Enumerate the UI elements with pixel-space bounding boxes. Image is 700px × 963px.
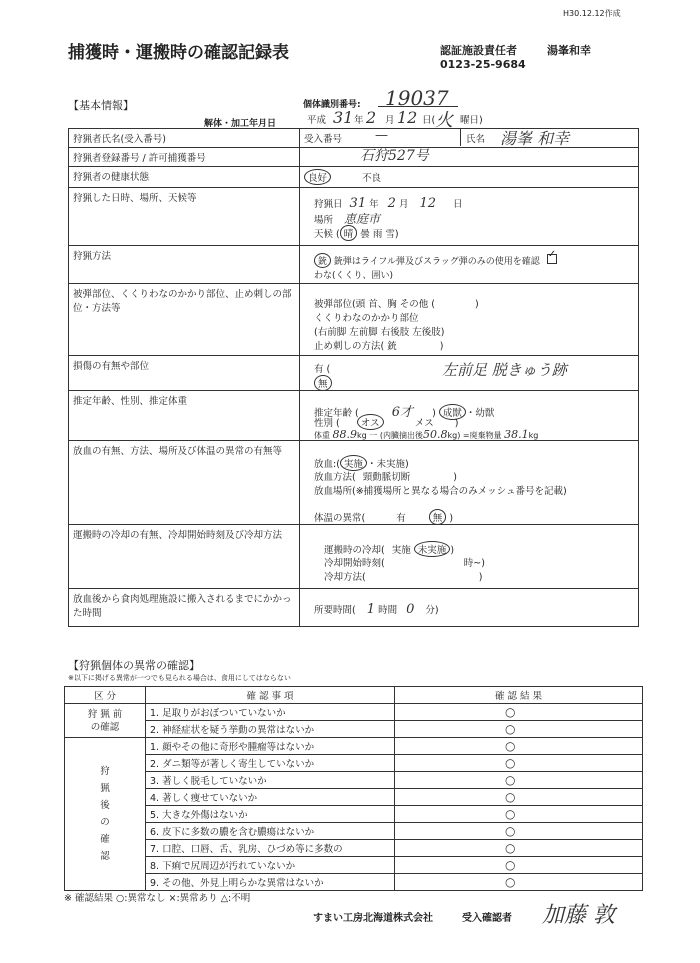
place-value: 恵庭市 xyxy=(344,212,381,226)
col-division: 区 分 xyxy=(65,687,146,704)
check-result: ○ xyxy=(395,789,643,806)
name-divider xyxy=(460,128,461,146)
injury-yes: 有 ( xyxy=(314,364,331,375)
method-label: 狩猟方法 xyxy=(69,246,300,284)
carry-label: 放血後から食肉処理施設に搬入されるまでにかかった時間 xyxy=(69,589,300,627)
trap-option: わな(くくり、囲い) xyxy=(314,271,394,281)
cool-line: 運搬時の冷却( 実施 未実施 ) xyxy=(324,541,454,557)
hunt-when-cell xyxy=(300,188,639,246)
year-unit: 年 xyxy=(354,115,364,126)
gun-line xyxy=(314,249,557,268)
name-value: 湯峯 和幸 xyxy=(500,129,570,148)
check-result: ○ xyxy=(395,857,643,874)
company-name: すまい工房北海道株式会社 xyxy=(313,913,433,924)
check-item: 6. 皮下に多数の膿を含む膿瘍はないか xyxy=(146,823,395,840)
hit-parts-line: 被弾部位(頭 首、胸 その他 ( ) xyxy=(314,299,479,310)
receiver-name: 加藤 敦 xyxy=(542,903,615,928)
legend: ※ 確認結果 ○:異常なし ×:異常あり △:不明 xyxy=(64,893,251,904)
cool-method-line: 冷却方法( ) xyxy=(324,572,483,583)
weather-sunny: 晴 xyxy=(340,225,358,241)
transport-label: 運搬時の冷却の有無、冷却開始時刻及び冷却方法 xyxy=(69,525,300,589)
bleed-method-value: 頸動脈切断 xyxy=(362,472,411,483)
pre-check-label: 狩 猟 前 の確認 xyxy=(65,704,146,738)
weight-line: 体重 88.9kg 一 (内臓摘出後50.8kg) =廃棄物量 38.1kg xyxy=(314,428,539,441)
injury-note: 左前足 脱きゅう跡 xyxy=(442,361,567,379)
adult-option: 成獣 xyxy=(439,404,466,420)
reception-no-value: — xyxy=(375,128,388,143)
sex-label: 性別 xyxy=(314,418,334,429)
bleed-method-line: 放血方法( 頸動脈切断 ) xyxy=(314,472,458,483)
check-item: 4. 著しく痩せていないか xyxy=(146,789,395,806)
check-item: 1. 顔やその他に奇形や腫瘤等はないか xyxy=(146,738,395,755)
check-result: ○ xyxy=(395,755,643,772)
post-check-label: 狩 猟 後 の 確 認 xyxy=(65,738,146,891)
age-est-label: 推定年齢 xyxy=(314,408,353,419)
age-value: 6才 xyxy=(391,405,414,420)
injury-label: 損傷の有無や部位 xyxy=(69,356,300,391)
snare-parts: くくりわなのかかり部位 xyxy=(314,313,419,324)
discard-value: 38.1 xyxy=(504,428,529,441)
bleed-line: 放血:( 実施 ・未実施) xyxy=(314,455,409,471)
carry-hours: 1 xyxy=(366,602,376,617)
weight-label: 体重 xyxy=(314,431,330,440)
id-label: 個体識別番号: xyxy=(303,100,361,110)
hunt-month: 2 xyxy=(387,196,396,211)
created-date: H30.12.12作成 xyxy=(563,9,621,18)
check-result: ○ xyxy=(395,806,643,823)
month-unit: 月 xyxy=(385,115,395,126)
phone-number: 0123-25-9684 xyxy=(440,58,526,71)
gun-option: 銃 xyxy=(314,253,331,268)
check-table xyxy=(64,686,643,891)
place-label: 場所 xyxy=(314,215,334,226)
cool-not: 未実施 xyxy=(414,541,451,557)
health-bad-option: 不良 xyxy=(362,173,382,184)
basic-info-table xyxy=(68,128,639,627)
check-result: ○ xyxy=(395,874,643,891)
check-item: 7. 口腔、口唇、舌、乳房、ひづめ等に多数の xyxy=(146,840,395,857)
date-label: 解体・加工年月日 xyxy=(204,119,277,129)
bleed-label: 放血の有無、方法、場所及び体温の異常の有無等 xyxy=(69,441,300,525)
discard-label: =廃棄物量 xyxy=(462,431,502,440)
health-good-option: 良好 xyxy=(304,169,331,185)
receiver-label: 受入確認者 xyxy=(462,913,512,924)
kill-method-line: 止め刺しの方法( 銃 ) xyxy=(314,341,444,352)
age-label: 推定年齢、性別、推定体重 xyxy=(69,391,300,441)
license-value: 石狩527号 xyxy=(360,148,429,164)
license-cell xyxy=(300,148,639,167)
col-result: 確 認 結 果 xyxy=(395,687,643,704)
hunt-when-label: 狩猟した日時、場所、天候等 xyxy=(69,188,300,246)
date-weekday: 火 xyxy=(435,110,453,131)
responsible-name: 湯峯和幸 xyxy=(547,44,591,57)
weather-cloudy: 曇 xyxy=(360,229,370,240)
kill-method-label: 止め刺しの方法( xyxy=(314,341,385,352)
hunt-date-label: 狩猟日 xyxy=(314,199,343,210)
check-item: 3. 著しく脱毛していないか xyxy=(146,772,395,789)
check-item: 1. 足取りがおぼついていないか xyxy=(146,704,395,721)
carry-minutes: 0 xyxy=(406,602,415,617)
internal-value: 50.8 xyxy=(422,428,448,441)
hunt-year: 31 xyxy=(349,196,367,211)
cool-done: 実施 xyxy=(391,545,411,556)
check-note: ※以下に掲げる異常が一つでも見られる場合は、食用にしてはならない xyxy=(68,674,291,682)
check-result: ○ xyxy=(395,704,643,721)
name-label: 氏名 xyxy=(466,134,486,145)
weather-snow: 雪 xyxy=(385,229,395,240)
female-option: メス xyxy=(414,418,434,429)
health-label: 狩猟者の健康状態 xyxy=(69,167,300,188)
day-unit: 日( xyxy=(422,115,436,126)
hunter-name-label: 狩猟者氏名(受入番号) xyxy=(69,129,300,148)
hunt-date-line: 狩猟日 31 年 2 月 12 日 xyxy=(314,196,463,211)
carry-cell xyxy=(300,589,639,627)
col-items: 確 認 事 項 xyxy=(146,687,395,704)
date-day: 12 xyxy=(397,108,418,127)
kill-method-value: 銃 xyxy=(387,341,397,352)
date-era: 平成 xyxy=(307,115,327,126)
injury-no: 無 xyxy=(314,375,332,391)
cool-start-line: 冷却開始時刻( 時~) xyxy=(324,558,485,569)
license-label: 狩猟者登録番号 / 許可捕獲番号 xyxy=(69,148,300,167)
bleed-done: 実施 xyxy=(340,455,367,471)
temp-line: 体温の異常( 有 無 ) xyxy=(314,509,453,525)
weekday-unit: 曜日) xyxy=(460,115,483,126)
check-item: 8. 下痢で尻周辺が汚れていないか xyxy=(146,857,395,874)
check-item: 2. 神経症状を疑う挙動の異常はないか xyxy=(146,721,395,738)
bleed-not: 未実施 xyxy=(376,459,405,470)
method-cell xyxy=(300,246,639,284)
check-result: ○ xyxy=(395,721,643,738)
check-result: ○ xyxy=(395,840,643,857)
date-month: 2 xyxy=(366,108,377,127)
bleed-cell xyxy=(300,441,639,525)
sex-line: 性別 ( オス メス ) xyxy=(314,414,458,430)
bleed-place: 放血場所(※捕獲場所と異なる場合のみメッシュ番号を記載) xyxy=(314,486,567,497)
check-result: ○ xyxy=(395,772,643,789)
hit-parts: 被弾部位(頭 首、胸 その他 ( xyxy=(314,299,435,310)
health-cell xyxy=(300,167,639,188)
reception-no-label: 受入番号 xyxy=(304,134,343,145)
check-result: ○ xyxy=(395,738,643,755)
injury-cell xyxy=(300,356,639,391)
id-value: 19037 xyxy=(385,86,449,110)
gun-note: 銃弾はライフル弾及びスラッグ弾のみの使用を確認 xyxy=(333,257,540,267)
hunt-day: 12 xyxy=(419,196,437,211)
young-option: 幼獣 xyxy=(475,408,495,419)
check-item: 2. ダニ類等が著しく寄生していないか xyxy=(146,755,395,772)
temp-yes: 有 xyxy=(396,513,406,524)
hit-label: 被弾部位、くくりわなのかかり部位、止め刺しの部位・方法等 xyxy=(69,284,300,356)
hunter-name-cell xyxy=(300,129,639,148)
weather-rain: 雨 xyxy=(372,229,383,240)
age-line: 推定年齢 ( 6才 ) 成獣 ・幼獣 xyxy=(314,405,495,420)
hit-cell xyxy=(300,284,639,356)
male-option: オス xyxy=(357,414,384,430)
check-item: 5. 大きな外傷はないか xyxy=(146,806,395,823)
internal-label: (内臓摘出後 xyxy=(379,431,423,440)
temp-no: 無 xyxy=(429,509,447,525)
date-year: 31 xyxy=(333,108,354,127)
check-item: 9. その他、外見上明らかな異常はないか xyxy=(146,874,395,891)
weight-value: 88.9 xyxy=(332,428,358,441)
check-result: ○ xyxy=(395,823,643,840)
basic-section-title: 【基本情報】 xyxy=(68,99,134,112)
weather-line: 天候 ( 晴 曇 雨 雪) xyxy=(314,225,399,241)
gun-checkbox: ✓ xyxy=(547,254,557,264)
carry-line: 所要時間( 1 時間 0 分) xyxy=(314,602,439,617)
weather-label: 天候 xyxy=(314,229,334,240)
responsible-label: 認証施設責任者 xyxy=(440,44,517,57)
page-title: 捕獲時・運搬時の確認記録表 xyxy=(68,43,289,63)
age-cell xyxy=(300,391,639,441)
transport-cell xyxy=(300,525,639,589)
check-section-title: 【狩猟個体の異常の確認】 xyxy=(68,659,200,672)
snare-options: (右前脚 左前脚 右後肢 左後肢) xyxy=(314,327,445,338)
